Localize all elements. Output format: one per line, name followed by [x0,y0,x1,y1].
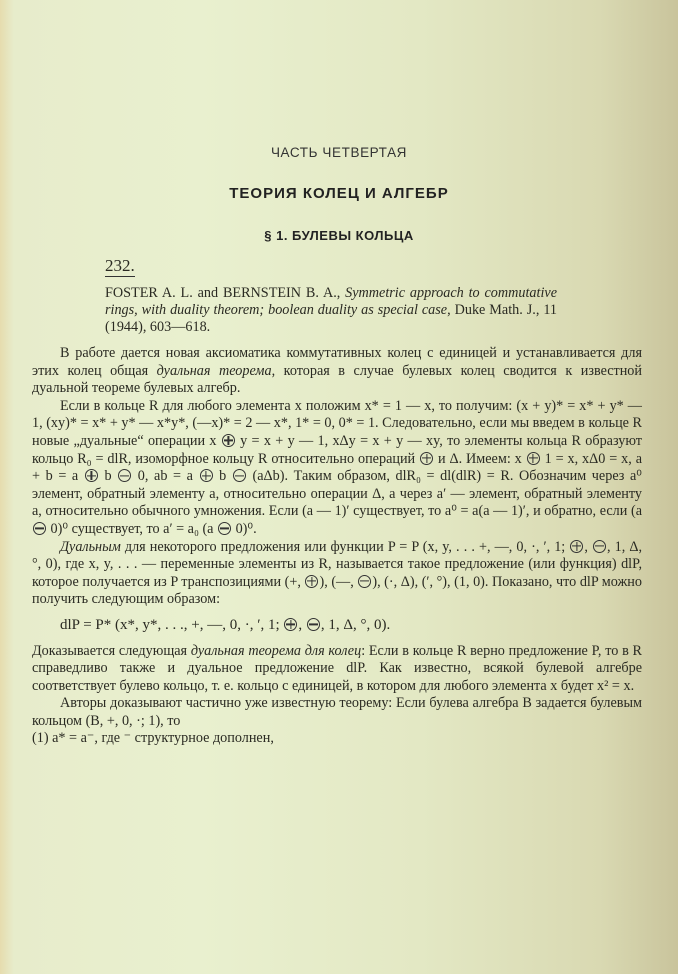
emphasis: дуальная теорема для колец [190,642,362,659]
circled-plus-icon [222,434,235,447]
text: y = x + y — 1, xΔy = x + y — xy, то элементы кольца R образуют кольцо R₀ = dlR, изоморфное кольцу R относительно операций [32,432,642,467]
reference-number: 232. [105,256,135,275]
circled-minus-icon [218,522,231,535]
paragraph-2 [32,398,642,539]
paragraph-1 [32,345,642,398]
circled-minus-icon [33,522,46,535]
emphasis: дуальная теорема [156,362,272,379]
text: , [584,538,592,555]
text: и Δ. Имеем: x [434,450,526,467]
text: , которая в случае булевых колец сводится к известной дуальной теореме булевых алгебр. [32,362,642,397]
reference-source: , Duke Math. J., 11 (1944), 603—618. [105,302,557,335]
circled-minus-icon [358,575,371,588]
text: , [298,616,306,633]
circled-plus-icon [85,469,98,482]
text: ), (·, Δ), (′, °), (1, 0). Показано, что dlP можно получить следующим образом: [32,573,642,608]
chapter-title: ТЕОРИЯ КОЛЕЦ И АЛГЕБР [229,185,449,202]
text: для некоторого предложения или функции P = P (x, y, . . . +, —, 0, ·, ′, 1; [120,538,570,555]
text: Если в кольце R для любого элемента x положим x* = 1 — x, то получим: (x + y)* = x* + y* — 1, (xy)* = x* + y* — x*y*, (—x)* = 2 — x*, 1* = 0, 0* = 1. Следовательно, если мы введем в кольце R новые „дуальные“ операции x [32,397,642,449]
circled-plus-icon [527,452,540,465]
paragraph-3 [32,539,642,609]
paragraph-4 [32,643,642,696]
circled-plus-icon [200,469,213,482]
text: В работе дается новая аксиоматика коммутативных колец с единицей и устанавливается для этих колец общая [32,345,642,379]
circled-minus-icon [307,618,320,631]
text: : Если в кольце R верно предложение P, то в R справедливо также и дуальное предложение dlP. Как известно, всякой булевой алгебре соответствует булево кольцо, т. е. кольцо с единицей, в котором для любого элемента x будет x² = x. [32,642,642,694]
text: dlP = P* (x*, y*, . . ., +, —, 0, ·, ′, 1; [60,616,284,633]
text: 0, ab = a [132,468,199,485]
circled-plus-icon [284,618,297,631]
text: 0)⁰ существует, то a′ = a₀ (a [47,520,218,537]
circled-plus-icon [570,540,583,553]
part-heading: ЧАСТЬ ЧЕТВЕРТАЯ [270,145,408,160]
text: b [213,468,232,485]
circled-minus-icon [118,469,131,482]
text: Доказывается следующая [32,642,191,659]
display-formula [32,617,642,635]
circled-minus-icon [593,540,606,553]
text: 0)⁰. [232,520,257,537]
review-text [32,345,642,748]
paragraph-5: Авторы доказывают частично уже известную теорему: Если булева алгебра B задается булевым кольцом (B, +, 0, ·; 1), то [32,695,642,729]
circled-plus-icon [420,452,433,465]
text: b [98,468,118,485]
text: ), (—, [319,573,358,590]
text: , 1, Δ, °, 0), где x, y, . . . — переменные элементы из R, называется такое предложение (или функция) dlP, которое получается из P транспозициями (+, [32,538,643,590]
reference-title: Symmetric approach to commutative rings, with duality theorem; boolean duality as special case [105,285,557,318]
circled-minus-icon [233,469,246,482]
text: , 1, Δ, °, 0). [320,616,391,633]
emphasis: Дуальным [60,538,121,555]
reference-authors: FOSTER A. L. and BERNSTEIN B. A., [105,285,346,301]
circled-plus-icon [305,575,318,588]
bibliographic-reference [105,285,557,336]
paragraph-6: (1) a* = a⁻, где ⁻ структурное дополнен, [32,730,274,747]
section-heading: § 1. БУЛЕВЫ КОЛЬЦА [264,228,414,243]
text: 1 = x, xΔ0 = x, a + b = a [32,450,642,485]
text: (aΔb). Таким образом, dlR₀ = dl(dlR) = R. Обозначим через a⁰ элемент, обратный элементу a, относительно операции Δ, а через a′ — элемент, обратный элементу a, относительно обычного умножения. Если (a — 1)′ существует, то a⁰ = a(a — 1)′, и обратно, если (a [32,468,642,520]
